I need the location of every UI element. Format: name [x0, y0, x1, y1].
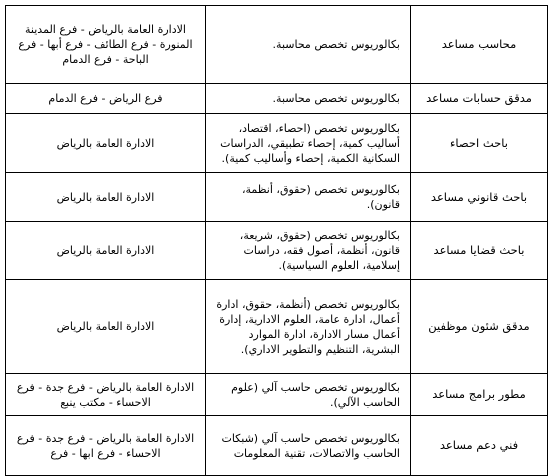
location-text: الادارة العامة بالرياض: [56, 244, 155, 257]
job-title: محاسب مساعد: [441, 37, 517, 51]
location-cell: [6, 114, 206, 173]
job-title: باحث احصاء: [450, 135, 508, 150]
location-cell: [6, 173, 206, 222]
qualification-text: بكالوريوس تخصص (حقوق، شريعة، قانون، أنظمة، أصول فقه، دراسات إسلامية، العلوم السياسية).: [239, 229, 400, 272]
table-row: [6, 280, 548, 374]
job-title-cell: [411, 416, 548, 476]
job-title-cell: [411, 173, 548, 222]
job-title: فني دعم مساعد: [439, 438, 519, 452]
job-title: باحث قضايا مساعد: [433, 243, 525, 257]
qualification-text: بكالوريوس تخصص حاسب آلي (شبكات الحاسب والاتصالات، تقنية المعلومات: [221, 431, 400, 460]
job-title: مدقق شئون موظفين: [428, 319, 530, 333]
qualification-text: بكالوريوس تخصص (أنظمة، حقوق، ادارة أعمال، ادارة عامة، العلوم الادارية، إدارة أعمال مسار الادارة، ادارة الموارد البشرية، التنظيم والتطوير الاداري).: [216, 297, 400, 356]
table-row: [6, 6, 548, 84]
location-cell: [6, 280, 206, 374]
location-cell: [6, 222, 206, 280]
table-row: [6, 374, 548, 416]
table-row: [6, 222, 548, 280]
table-row: [6, 84, 548, 114]
job-title-cell: [411, 374, 548, 416]
location-text: الادارة العامة بالرياض: [56, 136, 155, 150]
qualification-cell: [206, 416, 411, 476]
qualification-cell: [206, 173, 411, 222]
job-title: مطور برامج مساعد: [432, 387, 526, 401]
document-page: [5, 5, 547, 476]
location-text: فرع الرياض - فرع الدمام: [48, 92, 163, 105]
qualification-cell: [206, 222, 411, 280]
job-title-cell: [411, 114, 548, 173]
job-title: باحث قانوني مساعد: [430, 189, 528, 204]
job-title-cell: [411, 6, 548, 84]
qualification-cell: [206, 374, 411, 416]
location-cell: [6, 84, 206, 114]
qualification-text: بكالوريوس تخصص حاسب آلي (علوم الحاسب الآلي).: [231, 380, 400, 409]
job-title-cell: [411, 84, 548, 114]
qualification-text: بكالوريوس تخصص محاسبة.: [272, 92, 400, 105]
location-text: الادارة العامة بالرياض: [56, 320, 155, 333]
table-row: [6, 416, 548, 476]
job-title-cell: [411, 280, 548, 374]
table-row: [6, 114, 548, 173]
job-title: مدقق حسابات مساعد: [426, 91, 532, 105]
location-text: الادارة العامة بالرياض - فرع جدة - فرع الاحساء - مكتب ينبع: [16, 380, 195, 409]
location-cell: [6, 6, 206, 84]
job-title-cell: [411, 222, 548, 280]
qualification-cell: [206, 84, 411, 114]
qualification-text: بكالوريوس تخصص (حقوق، أنظمة، قانون).: [241, 183, 400, 211]
jobs-table: [5, 5, 548, 476]
location-cell: [6, 416, 206, 476]
qualification-cell: [206, 6, 411, 84]
location-text: الادارة العامة بالرياض: [56, 190, 155, 204]
location-text: الادارة العامة بالرياض - فرع جدة - فرع الاحساء - فرع ابها - فرع: [16, 431, 195, 460]
qualification-text: بكالوريوس تخصص محاسبة.: [272, 38, 400, 51]
qualification-text: بكالوريوس تخصص (احصاء، اقتصاد، أساليب كمية، إحصاء تطبيقي، الدراسات السكانية الكمية، إحصاء وأساليب كمية).: [220, 121, 400, 165]
qualification-cell: [206, 114, 411, 173]
table-row: [6, 173, 548, 222]
qualification-cell: [206, 280, 411, 374]
location-text: الادارة العامة بالرياض - فرع المدينة المنورة - فرع الطائف - فرع أبها - فرع الباحة - فرع الدمام: [18, 23, 193, 66]
location-cell: [6, 374, 206, 416]
